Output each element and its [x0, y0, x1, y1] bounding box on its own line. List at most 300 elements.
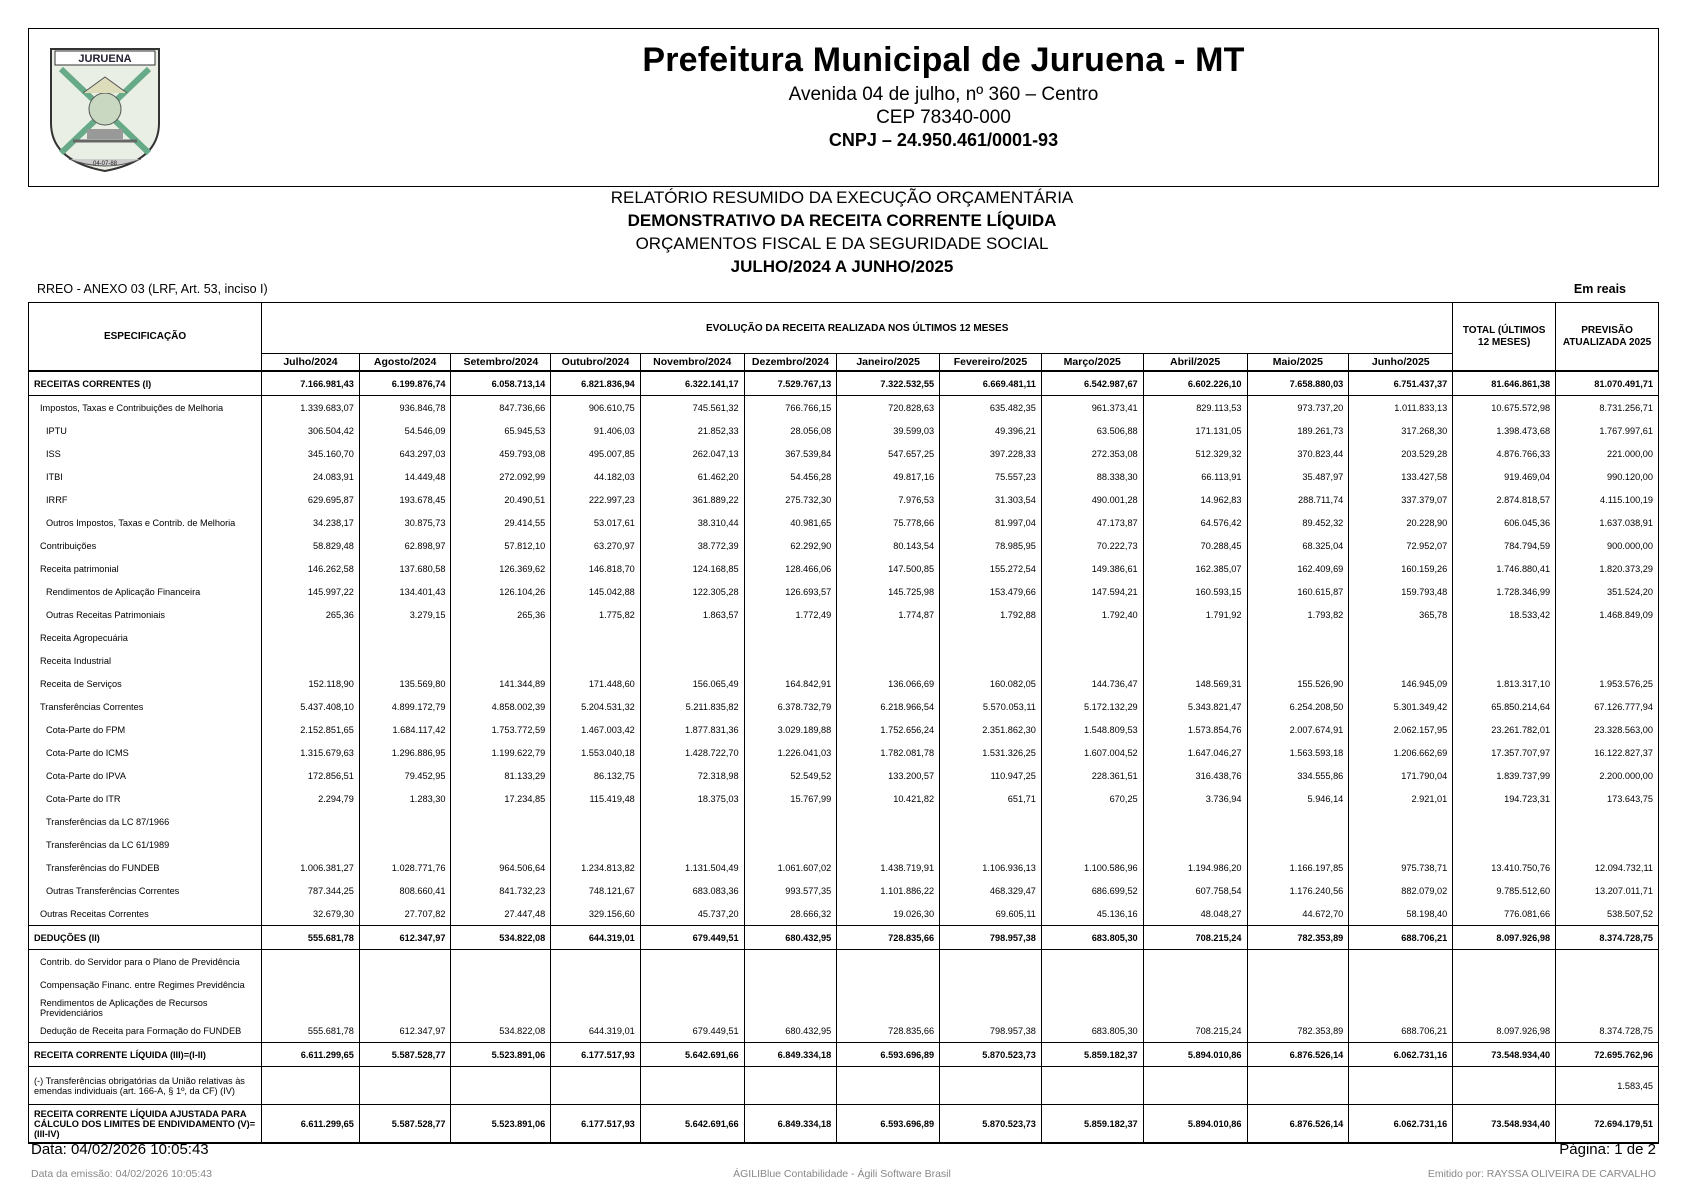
value-cell: 6.542.987,67 — [1041, 371, 1143, 396]
value-cell: 1.863,57 — [640, 603, 744, 626]
value-cell: 1.583,45 — [1556, 1067, 1659, 1105]
value-cell: 6.849.334,18 — [744, 1043, 837, 1067]
value-cell — [1247, 626, 1349, 649]
software-credit: ÁGILIBlue Contabilidade - Ágili Software Brasil — [733, 1168, 951, 1180]
value-cell: 171.131,05 — [1143, 419, 1247, 442]
value-cell: 787.344,25 — [262, 879, 360, 902]
value-cell: 88.338,30 — [1041, 465, 1143, 488]
value-cell: 67.126.777,94 — [1556, 695, 1659, 718]
value-cell: 4.899.172,79 — [359, 695, 451, 718]
row-label: Impostos, Taxas e Contribuições de Melhoria — [29, 396, 262, 420]
value-cell — [744, 973, 837, 996]
value-cell — [359, 649, 451, 672]
value-cell: 2.294,79 — [262, 787, 360, 810]
value-cell: 173.643,75 — [1556, 787, 1659, 810]
value-cell: 63.506,88 — [1041, 419, 1143, 442]
value-cell: 1.106.936,13 — [940, 856, 1042, 879]
value-cell — [1453, 833, 1556, 856]
header-box — [28, 28, 1659, 187]
table-row — [29, 741, 1659, 764]
value-cell — [1349, 833, 1453, 856]
month-header: Maio/2025 — [1247, 354, 1349, 372]
value-cell: 3.736,94 — [1143, 787, 1247, 810]
value-cell — [1453, 950, 1556, 974]
value-cell: 5.894.010,86 — [1143, 1105, 1247, 1144]
month-header: Setembro/2024 — [451, 354, 551, 372]
report-title-3: ORÇAMENTOS FISCAL E DA SEGURIDADE SOCIAL — [635, 234, 1049, 253]
value-cell — [1349, 810, 1453, 833]
value-cell: 1.728.346,99 — [1453, 580, 1556, 603]
value-cell: 708.215,24 — [1143, 926, 1247, 950]
value-cell — [359, 833, 451, 856]
value-cell — [1041, 833, 1143, 856]
table-row — [29, 856, 1659, 879]
value-cell: 1.194.986,20 — [1143, 856, 1247, 879]
forecast-header: PREVISÃO ATUALIZADA 2025 — [1556, 303, 1659, 372]
table-row — [29, 419, 1659, 442]
value-cell: 155.272,54 — [940, 557, 1042, 580]
value-cell: 63.270,97 — [551, 534, 641, 557]
row-label: Compensação Financ. entre Regimes Previdência — [29, 973, 262, 996]
value-cell — [262, 1067, 360, 1105]
value-cell: 2.351.862,30 — [940, 718, 1042, 741]
value-cell: 145.042,88 — [551, 580, 641, 603]
value-cell: 1.767.997,61 — [1556, 419, 1659, 442]
value-cell — [1453, 626, 1556, 649]
value-cell — [940, 833, 1042, 856]
table-row — [29, 557, 1659, 580]
value-cell: 1.101.886,22 — [837, 879, 940, 902]
value-cell: 1.428.722,70 — [640, 741, 744, 764]
value-cell: 49.396,21 — [940, 419, 1042, 442]
value-cell: 147.594,21 — [1041, 580, 1143, 603]
table-row — [29, 672, 1659, 695]
value-cell: 152.118,90 — [262, 672, 360, 695]
value-cell: 370.823,44 — [1247, 442, 1349, 465]
table-row — [29, 996, 1659, 1019]
value-cell: 52.549,52 — [744, 764, 837, 787]
value-cell: 1.339.683,07 — [262, 396, 360, 420]
value-cell: 53.017,61 — [551, 511, 641, 534]
row-label: Outras Transferências Correntes — [29, 879, 262, 902]
value-cell — [551, 649, 641, 672]
value-cell: 635.482,35 — [940, 396, 1042, 420]
value-cell: 361.889,22 — [640, 488, 744, 511]
report-period: JULHO/2024 A JUNHO/2025 — [730, 257, 954, 276]
row-label: Contrib. do Servidor para o Plano de Previdência — [29, 950, 262, 974]
value-cell: 10.675.572,98 — [1453, 396, 1556, 420]
footer-date: Data: 04/02/2026 10:05:43 — [31, 1141, 209, 1158]
value-cell: 6.177.517,93 — [551, 1105, 641, 1144]
value-cell: 2.921,01 — [1349, 787, 1453, 810]
value-cell: 288.711,74 — [1247, 488, 1349, 511]
value-cell — [940, 1067, 1042, 1105]
svg-text:JURUENA: JURUENA — [78, 53, 132, 65]
row-label: RECEITA CORRENTE LÍQUIDA (III)=(I-II) — [29, 1043, 262, 1067]
table-row — [29, 695, 1659, 718]
table-row — [29, 626, 1659, 649]
value-cell: 146.818,70 — [551, 557, 641, 580]
value-cell: 134.401,43 — [359, 580, 451, 603]
value-cell — [940, 810, 1042, 833]
value-cell — [1556, 833, 1659, 856]
value-cell: 1.752.656,24 — [837, 718, 940, 741]
cep: CEP 78340-000 — [876, 107, 1011, 128]
row-label: Rendimentos de Aplicação Financeira — [29, 580, 262, 603]
value-cell: 7.166.981,43 — [262, 371, 360, 396]
value-cell: 688.706,21 — [1349, 926, 1453, 950]
value-cell: 221.000,00 — [1556, 442, 1659, 465]
table-row — [29, 1105, 1659, 1144]
value-cell: 81.070.491,71 — [1556, 371, 1659, 396]
value-cell: 64.576,42 — [1143, 511, 1247, 534]
value-cell: 1.573.854,76 — [1143, 718, 1247, 741]
value-cell: 160.159,26 — [1349, 557, 1453, 580]
footer-page: Página: 1 de 2 — [1559, 1141, 1656, 1158]
month-header: Março/2025 — [1041, 354, 1143, 372]
table-row — [29, 833, 1659, 856]
value-cell: 6.593.696,89 — [837, 1043, 940, 1067]
value-cell: 1.131.504,49 — [640, 856, 744, 879]
value-cell: 5.437.408,10 — [262, 695, 360, 718]
value-cell: 1.607.004,52 — [1041, 741, 1143, 764]
value-cell: 1.296.886,95 — [359, 741, 451, 764]
value-cell: 145.725,98 — [837, 580, 940, 603]
value-cell — [1453, 649, 1556, 672]
value-cell — [640, 1067, 744, 1105]
value-cell: 351.524,20 — [1556, 580, 1659, 603]
value-cell — [551, 626, 641, 649]
value-cell: 6.062.731,16 — [1349, 1043, 1453, 1067]
value-cell — [1041, 649, 1143, 672]
value-cell: 203.529,28 — [1349, 442, 1453, 465]
value-cell: 6.611.299,65 — [262, 1043, 360, 1067]
value-cell: 79.452,95 — [359, 764, 451, 787]
value-cell — [262, 950, 360, 974]
value-cell: 367.539,84 — [744, 442, 837, 465]
value-cell — [1349, 996, 1453, 1019]
value-cell: 1.467.003,42 — [551, 718, 641, 741]
value-cell: 70.222,73 — [1041, 534, 1143, 557]
value-cell: 68.325,04 — [1247, 534, 1349, 557]
value-cell: 3.029.189,88 — [744, 718, 837, 741]
value-cell: 1.548.809,53 — [1041, 718, 1143, 741]
value-cell: 683.083,36 — [640, 879, 744, 902]
value-cell — [262, 973, 360, 996]
value-cell: 89.452,32 — [1247, 511, 1349, 534]
value-cell: 162.409,69 — [1247, 557, 1349, 580]
value-cell: 160.593,15 — [1143, 580, 1247, 603]
total-header: TOTAL (ÚLTIMOS 12 MESES) — [1453, 303, 1556, 372]
value-cell — [359, 810, 451, 833]
row-label: Receita patrimonial — [29, 557, 262, 580]
value-cell: 993.577,35 — [744, 879, 837, 902]
value-cell: 782.353,89 — [1247, 926, 1349, 950]
value-cell: 194.723,31 — [1453, 787, 1556, 810]
value-cell: 155.526,90 — [1247, 672, 1349, 695]
value-cell: 44.182,03 — [551, 465, 641, 488]
value-cell: 6.876.526,14 — [1247, 1105, 1349, 1144]
table-row — [29, 879, 1659, 902]
table-row — [29, 603, 1659, 626]
value-cell: 329.156,60 — [551, 902, 641, 926]
table-row — [29, 534, 1659, 557]
value-cell: 1.877.831,36 — [640, 718, 744, 741]
value-cell — [359, 996, 451, 1019]
value-cell: 133.200,57 — [837, 764, 940, 787]
value-cell: 512.329,32 — [1143, 442, 1247, 465]
value-cell — [1143, 996, 1247, 1019]
value-cell — [359, 1067, 451, 1105]
value-cell: 126.693,57 — [744, 580, 837, 603]
value-cell: 72.694.179,51 — [1556, 1105, 1659, 1144]
revenue-table — [28, 302, 1659, 1144]
annex-reference: RREO - ANEXO 03 (LRF, Art. 53, inciso I) — [37, 282, 268, 296]
value-cell: 17.357.707,97 — [1453, 741, 1556, 764]
value-cell — [1041, 996, 1143, 1019]
value-cell: 1.813.317,10 — [1453, 672, 1556, 695]
value-cell: 73.548.934,40 — [1453, 1043, 1556, 1067]
table-row — [29, 764, 1659, 787]
value-cell — [551, 973, 641, 996]
value-cell: 6.669.481,11 — [940, 371, 1042, 396]
table-row — [29, 465, 1659, 488]
value-cell: 547.657,25 — [837, 442, 940, 465]
row-label: Dedução de Receita para Formação do FUNDEB — [29, 1019, 262, 1043]
value-cell — [262, 833, 360, 856]
value-cell — [1143, 950, 1247, 974]
emission-date: Data da emissão: 04/02/2026 10:05:43 — [31, 1168, 212, 1180]
value-cell: 159.793,48 — [1349, 580, 1453, 603]
value-cell: 5.870.523,73 — [940, 1043, 1042, 1067]
table-row — [29, 787, 1659, 810]
value-cell — [1556, 973, 1659, 996]
month-header: Fevereiro/2025 — [940, 354, 1042, 372]
month-header: Dezembro/2024 — [744, 354, 837, 372]
value-cell: 798.957,38 — [940, 1019, 1042, 1043]
value-cell: 272.092,99 — [451, 465, 551, 488]
value-cell: 643.297,03 — [359, 442, 451, 465]
value-cell: 5.301.349,42 — [1349, 695, 1453, 718]
value-cell — [744, 810, 837, 833]
row-label: Transferências da LC 87/1966 — [29, 810, 262, 833]
value-cell: 728.835,66 — [837, 1019, 940, 1043]
value-cell: 189.261,73 — [1247, 419, 1349, 442]
value-cell: 5.204.531,32 — [551, 695, 641, 718]
value-cell: 35.487,97 — [1247, 465, 1349, 488]
value-cell: 122.305,28 — [640, 580, 744, 603]
value-cell: 808.660,41 — [359, 879, 451, 902]
value-cell: 1.792,88 — [940, 603, 1042, 626]
value-cell: 133.427,58 — [1349, 465, 1453, 488]
value-cell: 612.347,97 — [359, 1019, 451, 1043]
value-cell: 54.546,09 — [359, 419, 451, 442]
row-label: Receita Agropecuária — [29, 626, 262, 649]
value-cell: 495.007,85 — [551, 442, 641, 465]
value-cell: 45.737,20 — [640, 902, 744, 926]
value-cell: 21.852,33 — [640, 419, 744, 442]
value-cell: 72.952,07 — [1349, 534, 1453, 557]
value-cell: 8.097.926,98 — [1453, 926, 1556, 950]
value-cell: 81.133,29 — [451, 764, 551, 787]
value-cell: 66.113,91 — [1143, 465, 1247, 488]
value-cell: 19.026,30 — [837, 902, 940, 926]
value-cell: 1.531.326,25 — [940, 741, 1042, 764]
value-cell — [262, 810, 360, 833]
value-cell: 147.500,85 — [837, 557, 940, 580]
value-cell: 6.821.836,94 — [551, 371, 641, 396]
value-cell — [940, 649, 1042, 672]
value-cell — [744, 626, 837, 649]
value-cell: 1.953.576,25 — [1556, 672, 1659, 695]
value-cell: 1.006.381,27 — [262, 856, 360, 879]
value-cell: 1.176.240,56 — [1247, 879, 1349, 902]
value-cell — [1453, 996, 1556, 1019]
value-cell — [640, 833, 744, 856]
value-cell: 683.805,30 — [1041, 926, 1143, 950]
value-cell: 1.283,30 — [359, 787, 451, 810]
value-cell: 1.438.719,91 — [837, 856, 940, 879]
value-cell — [359, 973, 451, 996]
value-cell — [744, 950, 837, 974]
value-cell: 265,36 — [262, 603, 360, 626]
value-cell: 10.421,82 — [837, 787, 940, 810]
value-cell: 45.136,16 — [1041, 902, 1143, 926]
value-cell: 13.410.750,76 — [1453, 856, 1556, 879]
value-cell: 6.378.732,79 — [744, 695, 837, 718]
value-cell: 126.369,62 — [451, 557, 551, 580]
value-cell: 679.449,51 — [640, 926, 744, 950]
spec-header: ESPECIFICAÇÃO — [29, 303, 262, 372]
value-cell: 38.310,44 — [640, 511, 744, 534]
value-cell: 6.876.526,14 — [1247, 1043, 1349, 1067]
value-cell: 80.143,54 — [837, 534, 940, 557]
value-cell: 490.001,28 — [1041, 488, 1143, 511]
value-cell: 8.731.256,71 — [1556, 396, 1659, 420]
value-cell: 193.678,45 — [359, 488, 451, 511]
value-cell: 7.976,53 — [837, 488, 940, 511]
value-cell — [451, 833, 551, 856]
value-cell: 847.736,66 — [451, 396, 551, 420]
value-cell: 81.997,04 — [940, 511, 1042, 534]
value-cell — [451, 626, 551, 649]
row-label: Receita de Serviços — [29, 672, 262, 695]
value-cell: 34.238,17 — [262, 511, 360, 534]
row-label: Transferências Correntes — [29, 695, 262, 718]
value-cell: 365,78 — [1349, 603, 1453, 626]
row-label: Outras Receitas Patrimoniais — [29, 603, 262, 626]
value-cell — [1556, 626, 1659, 649]
value-cell: 7.658.880,03 — [1247, 371, 1349, 396]
value-cell: 1.792,40 — [1041, 603, 1143, 626]
value-cell: 135.569,80 — [359, 672, 451, 695]
value-cell: 20.490,51 — [451, 488, 551, 511]
row-label: Outras Receitas Correntes — [29, 902, 262, 926]
value-cell: 5.946,14 — [1247, 787, 1349, 810]
value-cell: 6.062.731,16 — [1349, 1105, 1453, 1144]
value-cell — [1453, 1067, 1556, 1105]
value-cell: 156.065,49 — [640, 672, 744, 695]
value-cell: 5.523.891,06 — [451, 1105, 551, 1144]
value-cell: 17.234,85 — [451, 787, 551, 810]
value-cell — [940, 996, 1042, 1019]
value-cell: 6.593.696,89 — [837, 1105, 940, 1144]
value-cell: 2.062.157,95 — [1349, 718, 1453, 741]
value-cell: 5.587.528,77 — [359, 1105, 451, 1144]
value-cell: 262.047,13 — [640, 442, 744, 465]
value-cell — [640, 973, 744, 996]
value-cell: 86.132,75 — [551, 764, 641, 787]
value-cell: 49.817,16 — [837, 465, 940, 488]
value-cell: 40.981,65 — [744, 511, 837, 534]
row-label: RECEITA CORRENTE LÍQUIDA AJUSTADA PARA CÁLCULO DOS LIMITES DE ENDIVIDAMENTO (V)=(III-IV) — [29, 1105, 262, 1144]
value-cell: 1.684.117,42 — [359, 718, 451, 741]
value-cell: 15.767,99 — [744, 787, 837, 810]
row-label: Contribuições — [29, 534, 262, 557]
value-cell: 555.681,78 — [262, 1019, 360, 1043]
value-cell: 538.507,52 — [1556, 902, 1659, 926]
value-cell: 58.198,40 — [1349, 902, 1453, 926]
value-cell: 459.793,08 — [451, 442, 551, 465]
value-cell — [1349, 649, 1453, 672]
value-cell: 1.226.041,03 — [744, 741, 837, 764]
value-cell — [1453, 810, 1556, 833]
value-cell: 137.680,58 — [359, 557, 451, 580]
value-cell: 6.322.141,17 — [640, 371, 744, 396]
value-cell: 1.011.833,13 — [1349, 396, 1453, 420]
value-cell: 6.058.713,14 — [451, 371, 551, 396]
month-header: Novembro/2024 — [640, 354, 744, 372]
value-cell: 973.737,20 — [1247, 396, 1349, 420]
value-cell: 171.448,60 — [551, 672, 641, 695]
value-cell: 306.504,42 — [262, 419, 360, 442]
value-cell — [1041, 1067, 1143, 1105]
value-cell: 1.553.040,18 — [551, 741, 641, 764]
value-cell: 124.168,85 — [640, 557, 744, 580]
value-cell: 6.611.299,65 — [262, 1105, 360, 1144]
value-cell: 28.666,32 — [744, 902, 837, 926]
value-cell: 1.199.622,79 — [451, 741, 551, 764]
value-cell: 651,71 — [940, 787, 1042, 810]
month-header: Abril/2025 — [1143, 354, 1247, 372]
juruena-coat-of-arms-logo — [43, 43, 167, 175]
value-cell: 1.468.849,09 — [1556, 603, 1659, 626]
row-label: RECEITAS CORRENTES (I) — [29, 371, 262, 396]
value-cell: 1.166.197,85 — [1247, 856, 1349, 879]
value-cell — [451, 973, 551, 996]
value-cell: 7.322.532,55 — [837, 371, 940, 396]
value-cell — [1453, 973, 1556, 996]
value-cell — [359, 626, 451, 649]
value-cell — [1041, 626, 1143, 649]
table-row — [29, 950, 1659, 974]
value-cell: 24.083,91 — [262, 465, 360, 488]
value-cell: 13.207.011,71 — [1556, 879, 1659, 902]
value-cell — [551, 950, 641, 974]
value-cell — [1349, 626, 1453, 649]
value-cell: 7.529.767,13 — [744, 371, 837, 396]
value-cell: 686.699,52 — [1041, 879, 1143, 902]
value-cell: 81.646.861,38 — [1453, 371, 1556, 396]
value-cell: 1.028.771,76 — [359, 856, 451, 879]
value-cell — [837, 996, 940, 1019]
value-cell — [837, 950, 940, 974]
value-cell: 172.856,51 — [262, 764, 360, 787]
value-cell — [1247, 973, 1349, 996]
value-cell: 680.432,95 — [744, 1019, 837, 1043]
value-cell — [640, 996, 744, 1019]
value-cell: 14.962,83 — [1143, 488, 1247, 511]
